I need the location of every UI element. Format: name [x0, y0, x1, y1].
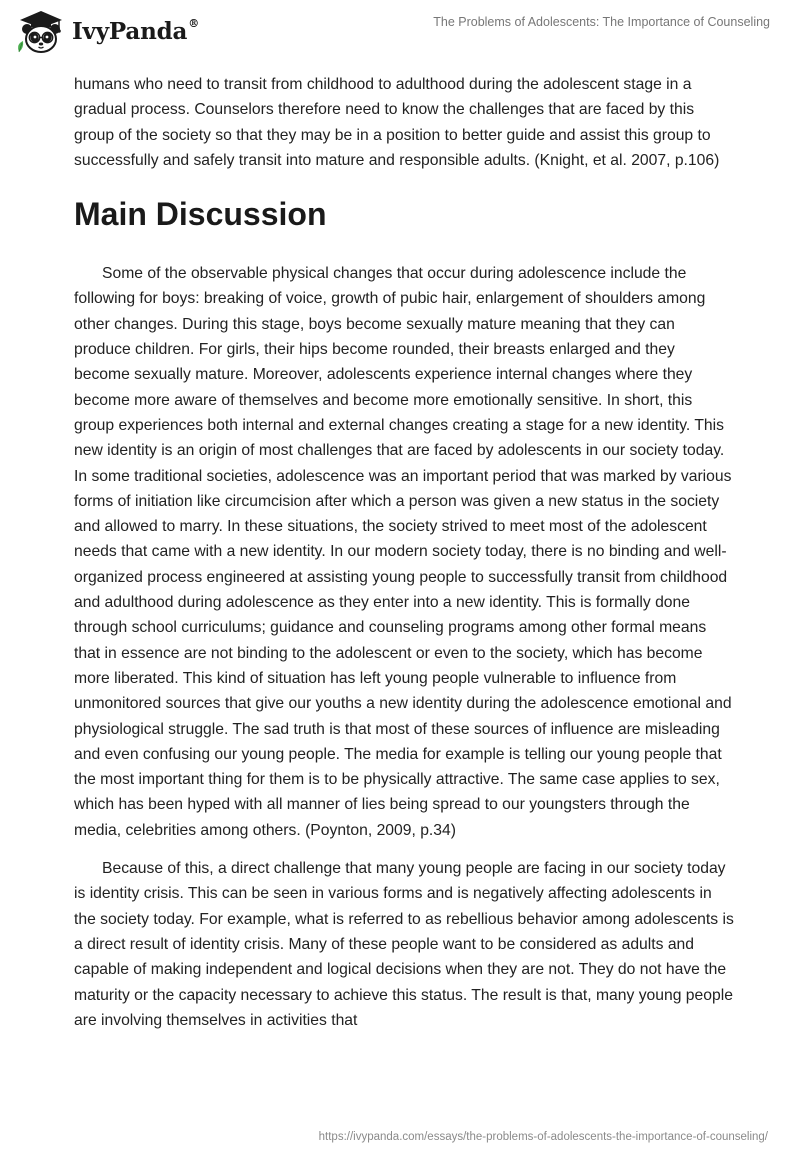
- body-paragraph: Some of the observable physical changes that occur during adolescence include the following for boys: breaking of voice, growth of pubic hair, enlargement of shoulders among other changes. During this stage, boys become sexually mature meaning that they can produce children. For girls, their hips become rounded, their breasts enlarged and they become sexually mature. Moreover, adolescents experience internal changes where they become more aware of themselves and become more emotionally sensitive. In short, this group experiences both internal and external changes creating a stage for a new identity. This new identity is an origin of most challenges that are faced by adolescents in our society today. In some traditional societies, adolescence was an important period that was marked by various forms of initiation like circumcision after which a person was given a new status in the society and allowed to marry. In these situations, the society strived to meet most of the adolescent needs that came with a new identity. In our modern society today, there is no binding and well-organized process engineered at assisting young people to successfully transit from childhood and adulthood during adolescence as they enter into a new identity. This is formally done through school curriculums; guidance and counseling programs among other formal means that in essence are not binding to the adolescent or even to the society, which has become more liberated. This kind of situation has left young people vulnerable to influence from unmonitored sources that give our youths a new identity during the adolescence emotional and physiological struggle. The sad truth is that most of these sources of influence are misleading and even confusing our young people. The media for example is telling our young people that the most important thing for them is to be physically attractive. The same case applies to sex, which has been hyped with all manner of lies being spread to our youngsters through the media, celebrities among others. (Poynton, 2009, p.34): [74, 265, 732, 839]
- panda-graduate-icon: [14, 8, 64, 54]
- source-url-link[interactable]: https://ivypanda.com/essays/the-problems-of-adolescents-the-importance-of-counseling/: [318, 1131, 768, 1143]
- page-header: [0, 0, 800, 62]
- essay-content: [74, 72, 734, 1033]
- body-paragraph: Because of this, a direct challenge that many young people are facing in our society today is identity crisis. This can be seen in various forms and is negatively affecting adolescents in the society today. For example, what is referred to as rebellious behavior among adolescents is a direct result of identity crisis. Many of these people want to be considered as adults and capable of making independent and logical decisions when they are not. They do not have the maturity or the capacity necessary to achieve this status. The result is that, many young people are involving themselves in activities that: [74, 860, 734, 1029]
- ivypanda-logo[interactable]: [14, 8, 199, 54]
- brand-name: [72, 17, 199, 45]
- intro-paragraph: humans who need to transit from childhood to adulthood during the adolescent stage in a gradual process. Counselors therefore need to know the challenges that are faced by this group of the society so that they may be in a position to better guide and assist this group to successfully and safely transit into mature and responsible adults. (Knight, et al. 2007, p.106): [74, 76, 720, 169]
- section-heading: Main Discussion: [74, 196, 327, 233]
- registered-mark: ®: [188, 17, 199, 30]
- brand-name-text: IvyPanda: [72, 18, 188, 45]
- document-title: The Problems of Adolescents: The Importance of Counseling: [433, 15, 770, 29]
